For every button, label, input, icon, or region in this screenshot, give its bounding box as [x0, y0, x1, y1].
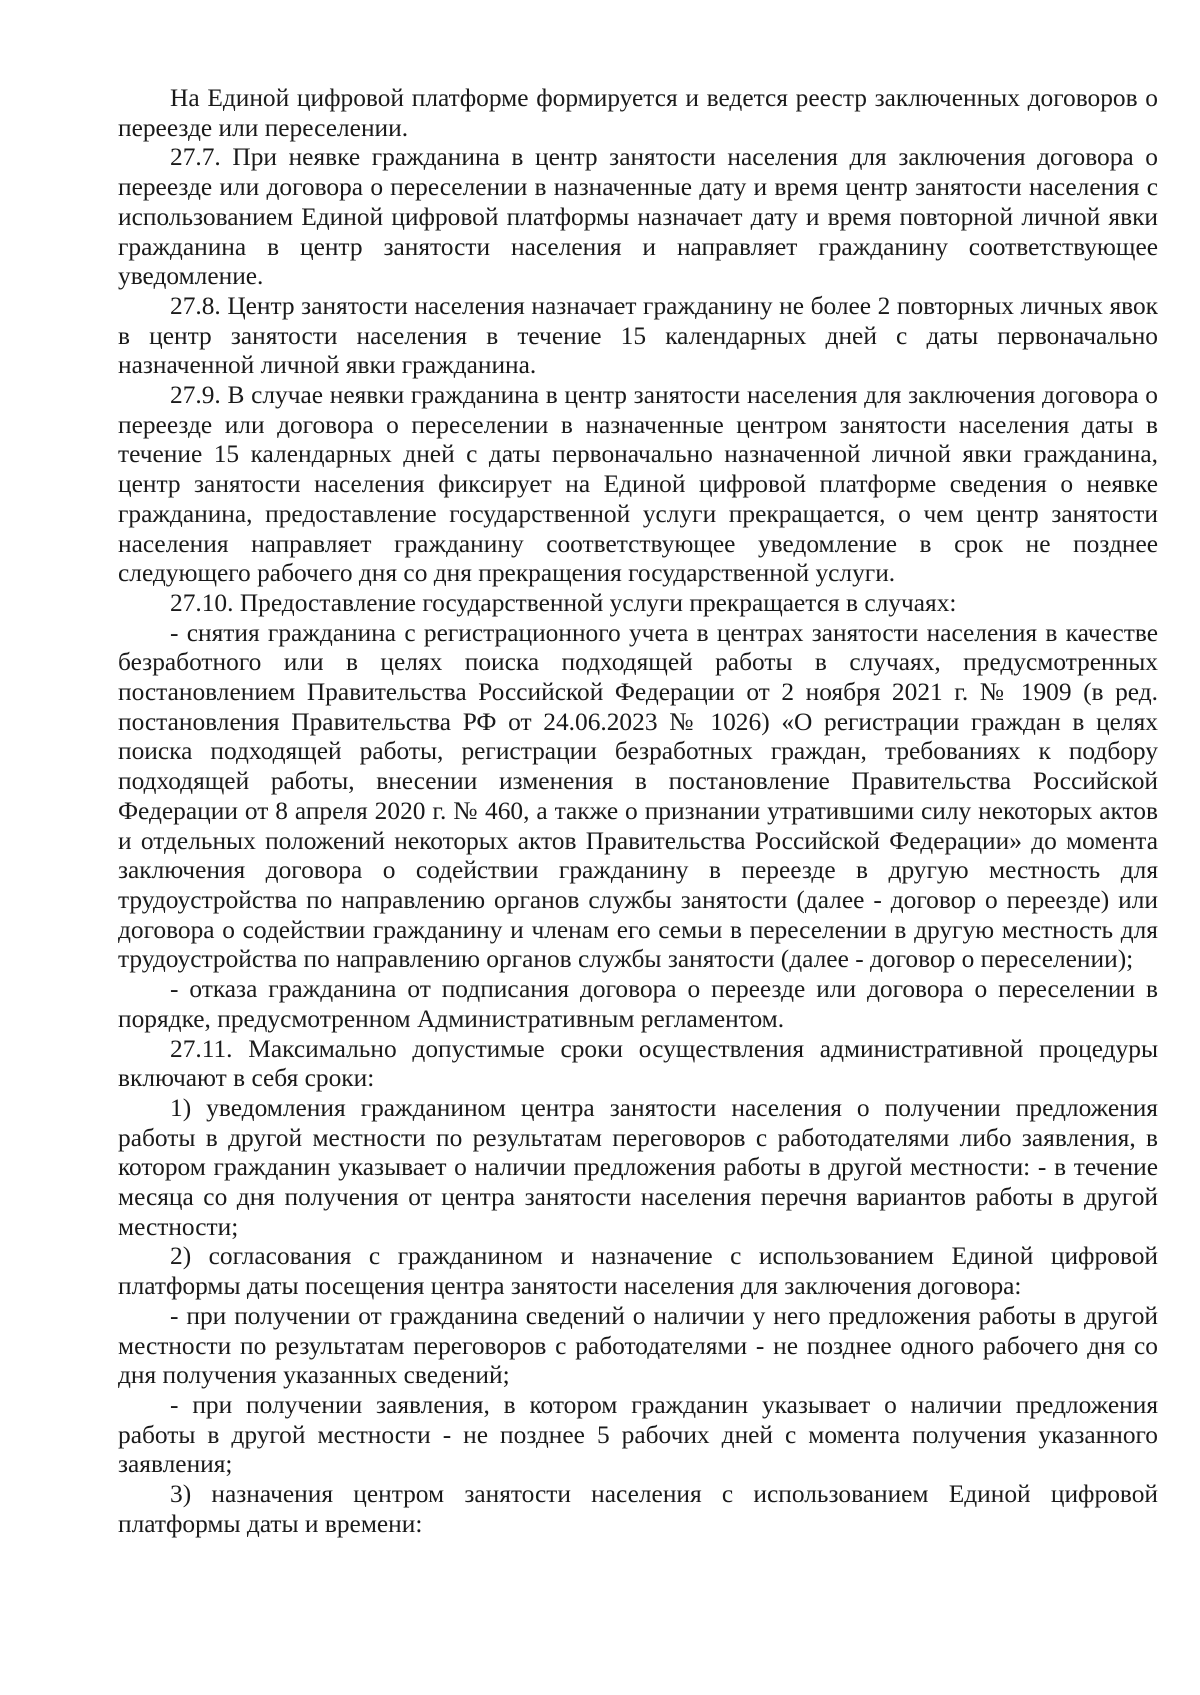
paragraph-27-11: 27.11. Максимально допустимые сроки осуществления административной процедуры включают в себя сроки: [118, 1034, 1158, 1093]
paragraph-27-10: 27.10. Предоставление государственной услуги прекращается в случаях: [170, 588, 957, 617]
document-page [118, 84, 1158, 1539]
list-item-2: 2) согласования с гражданином и назначение с использованием Единой цифровой платформы даты посещения центра занятости населения для заключения договора: [118, 1242, 1158, 1301]
list-item-1: 1) уведомления гражданином центра занятости населения о получении предложения работы в другой местности по результатам переговоров с работодателями либо заявления, в котором гражданин указывает о наличии предложения работы в другой местности: - в течение месяца со дня получения от центра занятости населения перечня вариантов работы в другой местности; [118, 1093, 1158, 1241]
paragraph-registry: На Единой цифровой платформе формируется и ведется реестр заключенных договоров о переезде или переселении. [118, 84, 1158, 142]
list-item-deregistration: - снятия гражданина с регистрационного учета в центрах занятости населения в качестве безработного или в целях поиска подходящей работы в случаях, предусмотренных постановлением Правительства Российской Федерации от 2 ноября 2021 г. № 1909 (в ред. постановления Правительства РФ от 24.06.2023 № 1026) «О регистрации граждан в целях поиска подходящей работы, регистрации безработных граждан, требованиях к подбору подходящей работы, внесении изменения в постановление Правительства Российской Федерации от 8 апреля 2020 г. № 460, а также о признании утратившими силу некоторых актов и отдельных положений некоторых актов Правительства Российской Федерации» до момента заключения договора о содействии гражданину в переезде в другую местность для трудоустройства по направлению органов службы занятости (далее - договор о переезде) или договора о содействии гражданину и членам его семьи в переселении в другую местность для трудоустройства по направлению органов службы занятости (далее - договор о переселении); [118, 618, 1158, 974]
list-item-2-employer-info: - при получении от гражданина сведений о наличии у него предложения работы в другой местности по результатам переговоров с работодателями - не позднее одного рабочего дня со дня получения указанных сведений; [118, 1301, 1158, 1390]
list-item-3: 3) назначения центром занятости населения с использованием Единой цифровой платформы даты и времени: [118, 1480, 1158, 1538]
paragraph-27-8: 27.8. Центр занятости населения назначает гражданину не более 2 повторных личных явок в центр занятости населения в течение 15 календарных дней с даты первоначально назначенной личной явки гражданина. [118, 291, 1158, 380]
paragraph-27-9: 27.9. В случае неявки гражданина в центр занятости населения для заключения договора о переезде или договора о переселении в назначенные центром занятости населения даты в течение 15 календарных дней с даты первоначально назначенной личной явки гражданина, центр занятости населения фиксирует на Единой цифровой платформе сведения о неявке гражданина, предоставление государственной услуги прекращается, о чем центр занятости населения направляет гражданину соответствующее уведомление в срок не позднее следующего рабочего дня со дня прекращения государственной услуги. [118, 381, 1158, 588]
paragraph-27-7: 27.7. При неявке гражданина в центр занятости населения для заключения договора о переезде или договора о переселении в назначенные дату и время центр занятости населения с использованием Единой цифровой платформы назначает дату и время повторной личной явки гражданина в центр занятости населения и направляет гражданину соответствующее уведомление. [118, 143, 1158, 291]
list-item-2-application: - при получении заявления, в котором гражданин указывает о наличии предложения работы в другой местности - не позднее 5 рабочих дней с момента получения указанного заявления; [118, 1390, 1158, 1479]
list-item-refusal: - отказа гражданина от подписания договора о переезде или договора о переселении в порядке, предусмотренном Административным регламентом. [118, 975, 1158, 1033]
